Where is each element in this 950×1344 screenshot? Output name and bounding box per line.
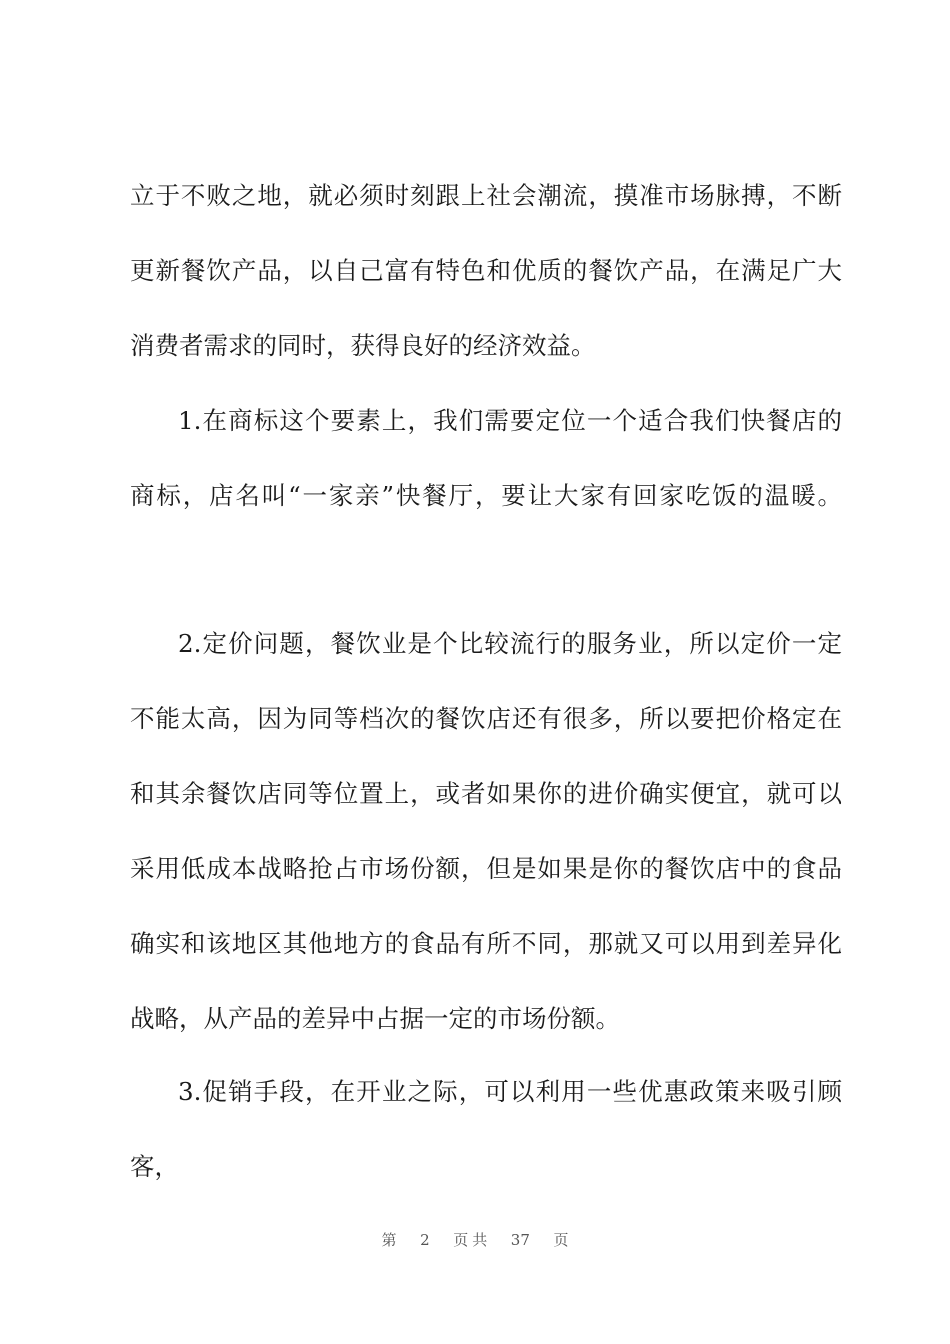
page-footer [0, 1228, 950, 1252]
footer-suffix: 页 [553, 1231, 569, 1249]
paragraph-3-line-2: 不能太高，因为同等档次的餐饮店还有很多，所以要把价格定在 [130, 704, 842, 733]
paragraph-4-line-1: 3.促销手段，在开业之际，可以利用一些优惠政策来吸引顾 [178, 1077, 842, 1106]
paragraph-3-line-5: 确实和该地区其他地方的食品有所不同，那就又可以用到差异化 [130, 929, 842, 958]
paragraph-2-line-2: 商标，店名叫“一家亲”快餐厅，要让大家有回家吃饭的温暖。 [130, 481, 842, 510]
footer-prefix: 第 [381, 1231, 397, 1249]
paragraph-4-line-2: 客， [130, 1152, 179, 1181]
footer-current-page: 2 [420, 1231, 430, 1249]
footer-total-pages: 37 [510, 1231, 530, 1249]
paragraph-1-line-2: 更新餐饮产品，以自己富有特色和优质的餐饮产品，在满足广大 [130, 256, 842, 285]
paragraph-3-line-1: 2.定价问题，餐饮业是个比较流行的服务业，所以定价一定 [178, 629, 842, 658]
paragraph-1-line-3: 消费者需求的同时，获得良好的经济效益。 [130, 331, 596, 360]
footer-middle: 页共 [453, 1231, 492, 1249]
paragraph-3-line-3: 和其余餐饮店同等位置上，或者如果你的进价确实便宜，就可以 [130, 779, 842, 808]
paragraph-3-line-6: 战略，从产品的差异中占据一定的市场份额。 [130, 1004, 620, 1033]
paragraph-3-line-4: 采用低成本战略抢占市场份额，但是如果是你的餐饮店中的食品 [130, 854, 842, 883]
paragraph-1-line-1: 立于不败之地，就必须时刻跟上社会潮流，摸准市场脉搏，不断 [130, 181, 842, 210]
paragraph-2-line-1: 1.在商标这个要素上，我们需要定位一个适合我们快餐店的 [178, 406, 842, 435]
